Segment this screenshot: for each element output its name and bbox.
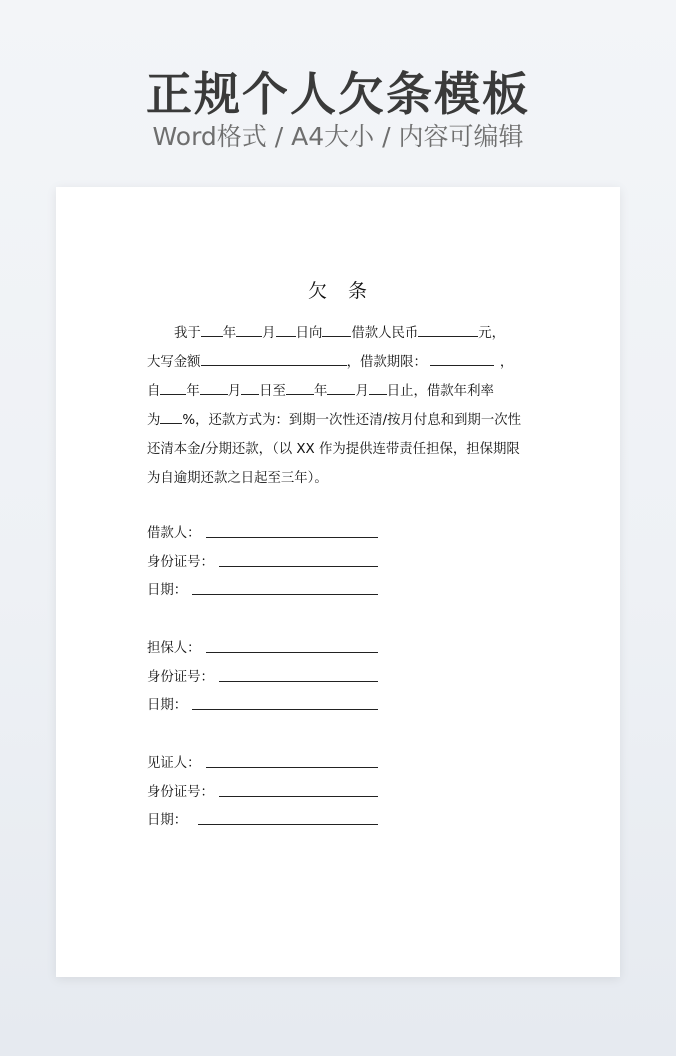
body-line-1 [147, 319, 531, 348]
body-text: %，还款方式为：到期一次性还清/按月付息和到期一次性 [182, 413, 521, 428]
body-text: 年 [186, 384, 200, 399]
witness-date-field[interactable] [198, 824, 378, 825]
amount-in-words-blank[interactable] [201, 352, 347, 366]
document-title: 欠 条 [307, 280, 368, 302]
end-month-blank[interactable] [327, 381, 355, 395]
guarantor-id-row [147, 664, 387, 693]
page-title: 正规个人欠条模板 [146, 67, 530, 121]
guarantor-name-field[interactable] [206, 652, 378, 653]
lender-blank[interactable] [322, 323, 351, 337]
body-text: 月 [262, 326, 276, 341]
loan-term-blank[interactable] [430, 352, 494, 366]
guarantor-date-field[interactable] [192, 709, 378, 710]
body-text: 自 [147, 384, 161, 399]
start-day-blank[interactable] [241, 381, 259, 395]
borrower-date-field[interactable] [192, 594, 378, 595]
document-page [56, 187, 620, 977]
borrower-name-row [147, 520, 387, 549]
body-text: 我于 [174, 326, 201, 341]
body-line-6: 为自逾期还款之日起至三年）。 [147, 471, 328, 486]
body-text: 日向 [295, 326, 323, 341]
borrower-id-label: 身份证号： [147, 554, 214, 570]
witness-name-label: 见证人： [147, 756, 201, 771]
guarantor-date-label: 日期： [147, 698, 188, 713]
guarantor-id-field[interactable] [219, 681, 378, 682]
witness-date-label: 日期： [147, 813, 188, 828]
guarantor-id-label: 身份证号： [147, 669, 214, 685]
body-text: ， [499, 355, 514, 370]
body-text: 月 [355, 384, 369, 399]
body-text: 元， [478, 326, 506, 341]
year-blank[interactable] [201, 323, 223, 337]
body-line-2 [147, 348, 531, 377]
page-subtitle: Word格式 / A4大小 / 内容可编辑 [152, 122, 524, 151]
witness-id-field[interactable] [219, 796, 378, 797]
witness-signature-block [147, 750, 387, 836]
witness-id-row [147, 779, 387, 808]
month-blank[interactable] [236, 323, 262, 337]
body-text: ，借款期限： [346, 355, 427, 370]
guarantor-signature-block [147, 635, 387, 721]
body-text: 年 [222, 326, 237, 341]
body-text: 年 [313, 384, 328, 399]
borrower-id-field[interactable] [219, 566, 378, 567]
borrower-signature-block [147, 520, 387, 606]
guarantor-name-label: 担保人： [147, 641, 201, 656]
body-line-5: 还清本金/分期还款，（以 XX 作为提供连带责任担保，担保期限 [147, 442, 520, 457]
day-blank[interactable] [276, 323, 296, 337]
body-text: 日止，借款年利率 [386, 384, 494, 399]
witness-id-label: 身份证号： [147, 784, 214, 800]
end-day-blank[interactable] [369, 381, 387, 395]
interest-rate-blank[interactable] [160, 410, 182, 424]
document-body [147, 319, 531, 493]
borrower-date-row [147, 577, 387, 606]
body-text: 月 [227, 384, 242, 399]
borrower-id-row [147, 549, 387, 578]
guarantor-date-row [147, 692, 387, 721]
witness-name-row [147, 750, 387, 779]
start-year-blank[interactable] [160, 381, 186, 395]
body-text: 为 [147, 413, 161, 428]
borrower-name-field[interactable] [206, 537, 378, 538]
borrower-name-label: 借款人： [147, 526, 201, 541]
borrower-date-label: 日期： [147, 583, 188, 598]
witness-name-field[interactable] [206, 767, 378, 768]
witness-date-row [147, 807, 387, 836]
guarantor-name-row [147, 635, 387, 664]
body-line-4 [147, 406, 531, 435]
start-month-blank[interactable] [200, 381, 228, 395]
body-text: 日至 [259, 384, 286, 399]
end-year-blank[interactable] [286, 381, 314, 395]
body-line-3 [147, 377, 531, 406]
body-text: 大写金额 [147, 355, 201, 370]
amount-blank[interactable] [418, 323, 478, 337]
body-text: 借款人民币 [351, 326, 419, 341]
